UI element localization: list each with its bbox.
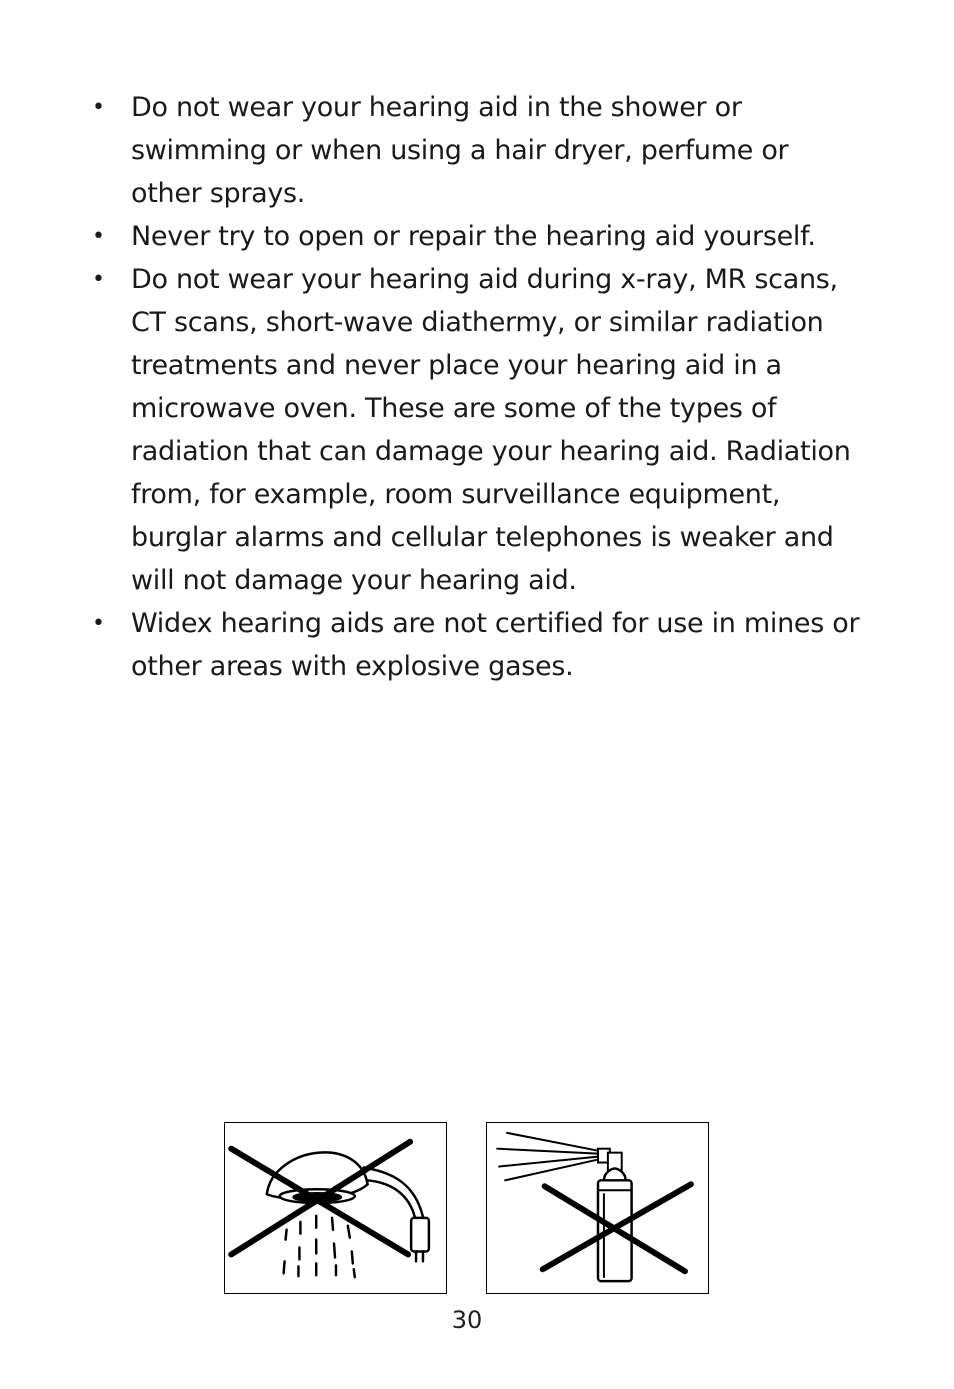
list-item-text: Do not wear your hearing aid in the shower or swimming or when using a hair dryer, perfume or other sprays. [131, 92, 789, 209]
no-spray-illustration [486, 1122, 709, 1294]
list-item-text: Never try to open or repair the hearing aid yourself. [131, 221, 816, 252]
list-item [90, 258, 860, 602]
warning-list [90, 86, 860, 688]
bullet-icon: • [92, 224, 105, 249]
no-spray-icon [487, 1123, 708, 1293]
bullet-icon: • [92, 611, 105, 636]
list-item-text: Do not wear your hearing aid during x-ray, MR scans, CT scans, short-wave diathermy, or similar radiation treatments and never place your hearing aid in a microwave oven. These are some of the types of radiation that can damage your hearing aid. Radiation from, for example, room surveillance equipment, burglar alarms and cellular telephones is weaker and will not damage your hearing aid. [131, 264, 851, 596]
bullet-icon: • [92, 95, 105, 120]
no-shower-icon [225, 1123, 446, 1293]
list-item-text: Widex hearing aids are not certified for use in mines or other areas with explosive gases. [131, 608, 860, 682]
no-shower-illustration [224, 1122, 447, 1294]
list-item [90, 86, 860, 215]
list-item [90, 215, 860, 258]
list-item [90, 602, 860, 688]
page-number: 30 [451, 1306, 483, 1334]
bullet-icon: • [92, 267, 105, 292]
